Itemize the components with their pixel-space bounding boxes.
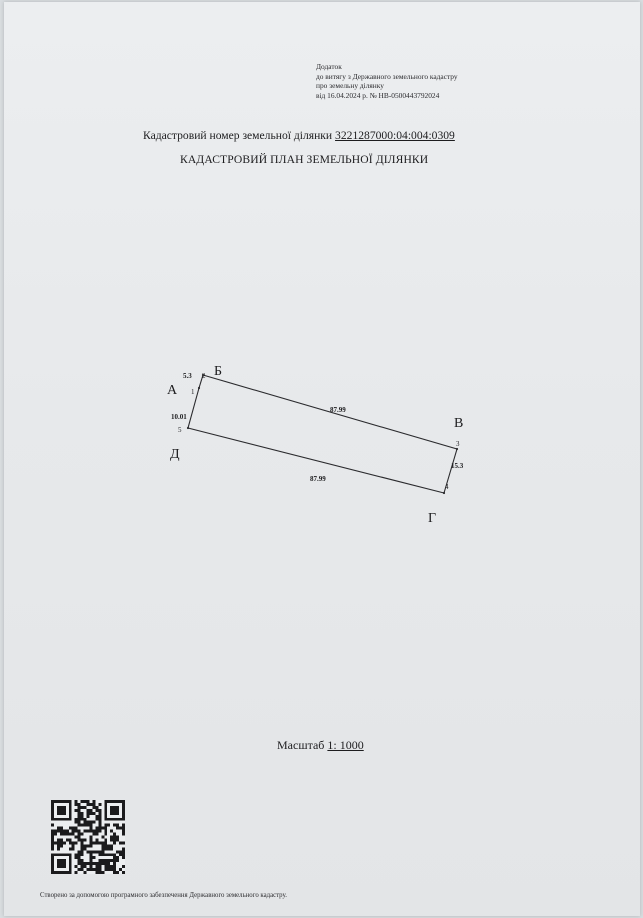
length-label-right: 15.3 — [451, 462, 464, 470]
boundary-letter-d: Д — [170, 447, 180, 462]
vertex-mark-1 — [198, 387, 200, 389]
length-label-bottom: 87.99 — [310, 475, 326, 483]
footer-note: Створено за допомогою програмного забезпечення Державного земельного кадастру. — [40, 892, 287, 899]
scale-value: 1: 1000 — [327, 738, 364, 752]
qr-code — [51, 800, 125, 874]
appendix-line-2: до витягу з Державного земельного кадастру — [316, 71, 458, 81]
point-number-5: 5 — [178, 426, 182, 434]
boundary-letter-g: Г — [428, 511, 437, 526]
appendix-line-3: про земельну ділянку — [316, 81, 384, 91]
length-label-left: 10.01 — [171, 413, 187, 421]
vertex-mark-5 — [187, 427, 189, 429]
point-number-2: 2 — [202, 372, 206, 380]
cadastral-number-label: Кадастровий номер земельної ділянки — [143, 129, 333, 142]
vertex-mark-3 — [456, 448, 458, 450]
scale-line — [277, 738, 364, 753]
point-number-3: 3 — [456, 440, 460, 448]
plan-title: КАДАСТРОВИЙ ПЛАН ЗЕМЕЛЬНОЇ ДІЛЯНКИ — [180, 153, 429, 166]
point-number-4: 4 — [445, 483, 449, 491]
length-label-top: 87.99 — [330, 406, 346, 414]
point-number-1: 1 — [191, 388, 195, 396]
appendix-line-1: Додаток — [316, 62, 342, 71]
boundary-letter-b: Б — [214, 364, 223, 379]
length-label-short: 5.3 — [183, 372, 192, 380]
boundary-letter-a: А — [167, 383, 178, 398]
cadastral-number: 3221287000:04:004:0309 — [335, 129, 455, 142]
vertex-mark-4 — [443, 492, 445, 494]
scale-label: Масштаб — [277, 738, 325, 752]
appendix-line-4: від 16.04.2024 р. № НВ-0500443792024 — [316, 90, 440, 100]
boundary-letter-v: В — [454, 416, 464, 431]
